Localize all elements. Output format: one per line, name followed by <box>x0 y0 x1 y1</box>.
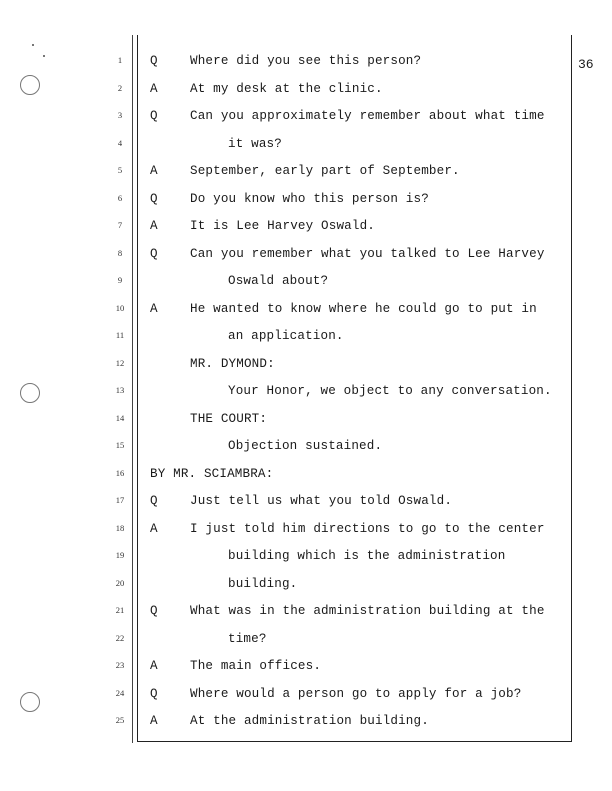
line-text: At my desk at the clinic. <box>190 81 383 96</box>
line-number: 25 <box>115 715 125 725</box>
page-number: 36 <box>578 57 594 72</box>
speaker-label: A <box>150 219 158 233</box>
line-number: 23 <box>115 660 125 670</box>
speaker-label: Q <box>150 54 158 68</box>
line-number: 4 <box>117 137 123 148</box>
line-number: 13 <box>115 385 125 395</box>
line-number: 18 <box>115 522 125 533</box>
line-number: 5 <box>117 165 123 175</box>
line-text: Can you remember what you talked to Lee Harvey <box>190 246 545 261</box>
line-text: Objection sustained. <box>228 439 383 453</box>
line-number: 14 <box>115 412 125 423</box>
line-number: 20 <box>115 577 125 588</box>
line-text: BY MR. SCIAMBRA: <box>150 466 274 481</box>
scan-speck <box>32 44 34 46</box>
line-number: 15 <box>115 440 125 450</box>
line-text: Do you know who this person is? <box>190 191 429 206</box>
line-number: 6 <box>117 192 123 203</box>
line-number: 21 <box>115 605 125 615</box>
speaker-label: A <box>150 714 158 728</box>
margin-rule <box>132 35 133 743</box>
scan-speck <box>43 55 45 57</box>
line-number: 9 <box>117 275 123 285</box>
speaker-label: Q <box>150 191 158 206</box>
speaker-label: Q <box>150 604 158 618</box>
line-text: time? <box>228 631 267 646</box>
line-text: He wanted to know where he could go to put in <box>190 301 537 316</box>
line-text: At the administration building. <box>190 714 429 728</box>
line-text: The main offices. <box>190 659 322 673</box>
line-text: Just tell us what you told Oswald. <box>190 494 453 508</box>
speaker-label: Q <box>150 494 158 508</box>
speaker-label: A <box>150 164 158 178</box>
line-text: it was? <box>228 136 282 151</box>
line-number: 24 <box>115 687 125 698</box>
line-number: 7 <box>117 220 123 230</box>
line-number: 8 <box>117 247 123 258</box>
line-text: Where did you see this person? <box>190 54 422 68</box>
binder-hole-top <box>20 75 40 95</box>
speaker-label: A <box>150 659 158 673</box>
speaker-label: Q <box>150 109 158 123</box>
line-text: THE COURT: <box>190 411 268 426</box>
line-text: September, early part of September. <box>190 164 460 178</box>
line-text: building. <box>228 576 298 591</box>
line-number: 19 <box>115 550 125 560</box>
line-number: 12 <box>115 357 125 368</box>
line-number: 2 <box>117 82 123 93</box>
line-text: Where would a person go to apply for a job? <box>190 686 522 701</box>
line-number: 3 <box>117 110 123 120</box>
line-number: 11 <box>115 330 125 340</box>
line-text: Can you approximately remember about what time <box>190 109 545 123</box>
line-text: It is Lee Harvey Oswald. <box>190 219 375 233</box>
line-text: an application. <box>228 329 344 343</box>
line-text: What was in the administration building at the <box>190 604 545 618</box>
binder-hole-bottom <box>20 692 40 712</box>
line-text: I just told him directions to go to the center <box>190 521 545 536</box>
speaker-label: Q <box>150 246 158 261</box>
line-number: 10 <box>115 302 125 313</box>
line-number: 1 <box>117 55 123 65</box>
line-number: 16 <box>115 467 125 478</box>
line-text: Your Honor, we object to any conversation. <box>228 384 552 398</box>
speaker-label: A <box>150 521 158 536</box>
line-text: MR. DYMOND: <box>190 356 275 371</box>
speaker-label: A <box>150 301 158 316</box>
line-number: 22 <box>115 632 125 643</box>
speaker-label: Q <box>150 686 158 701</box>
line-text: building which is the administration <box>228 549 506 563</box>
binder-hole-middle <box>20 383 40 403</box>
line-text: Oswald about? <box>228 274 329 288</box>
line-number: 17 <box>115 495 125 505</box>
speaker-label: A <box>150 81 158 96</box>
